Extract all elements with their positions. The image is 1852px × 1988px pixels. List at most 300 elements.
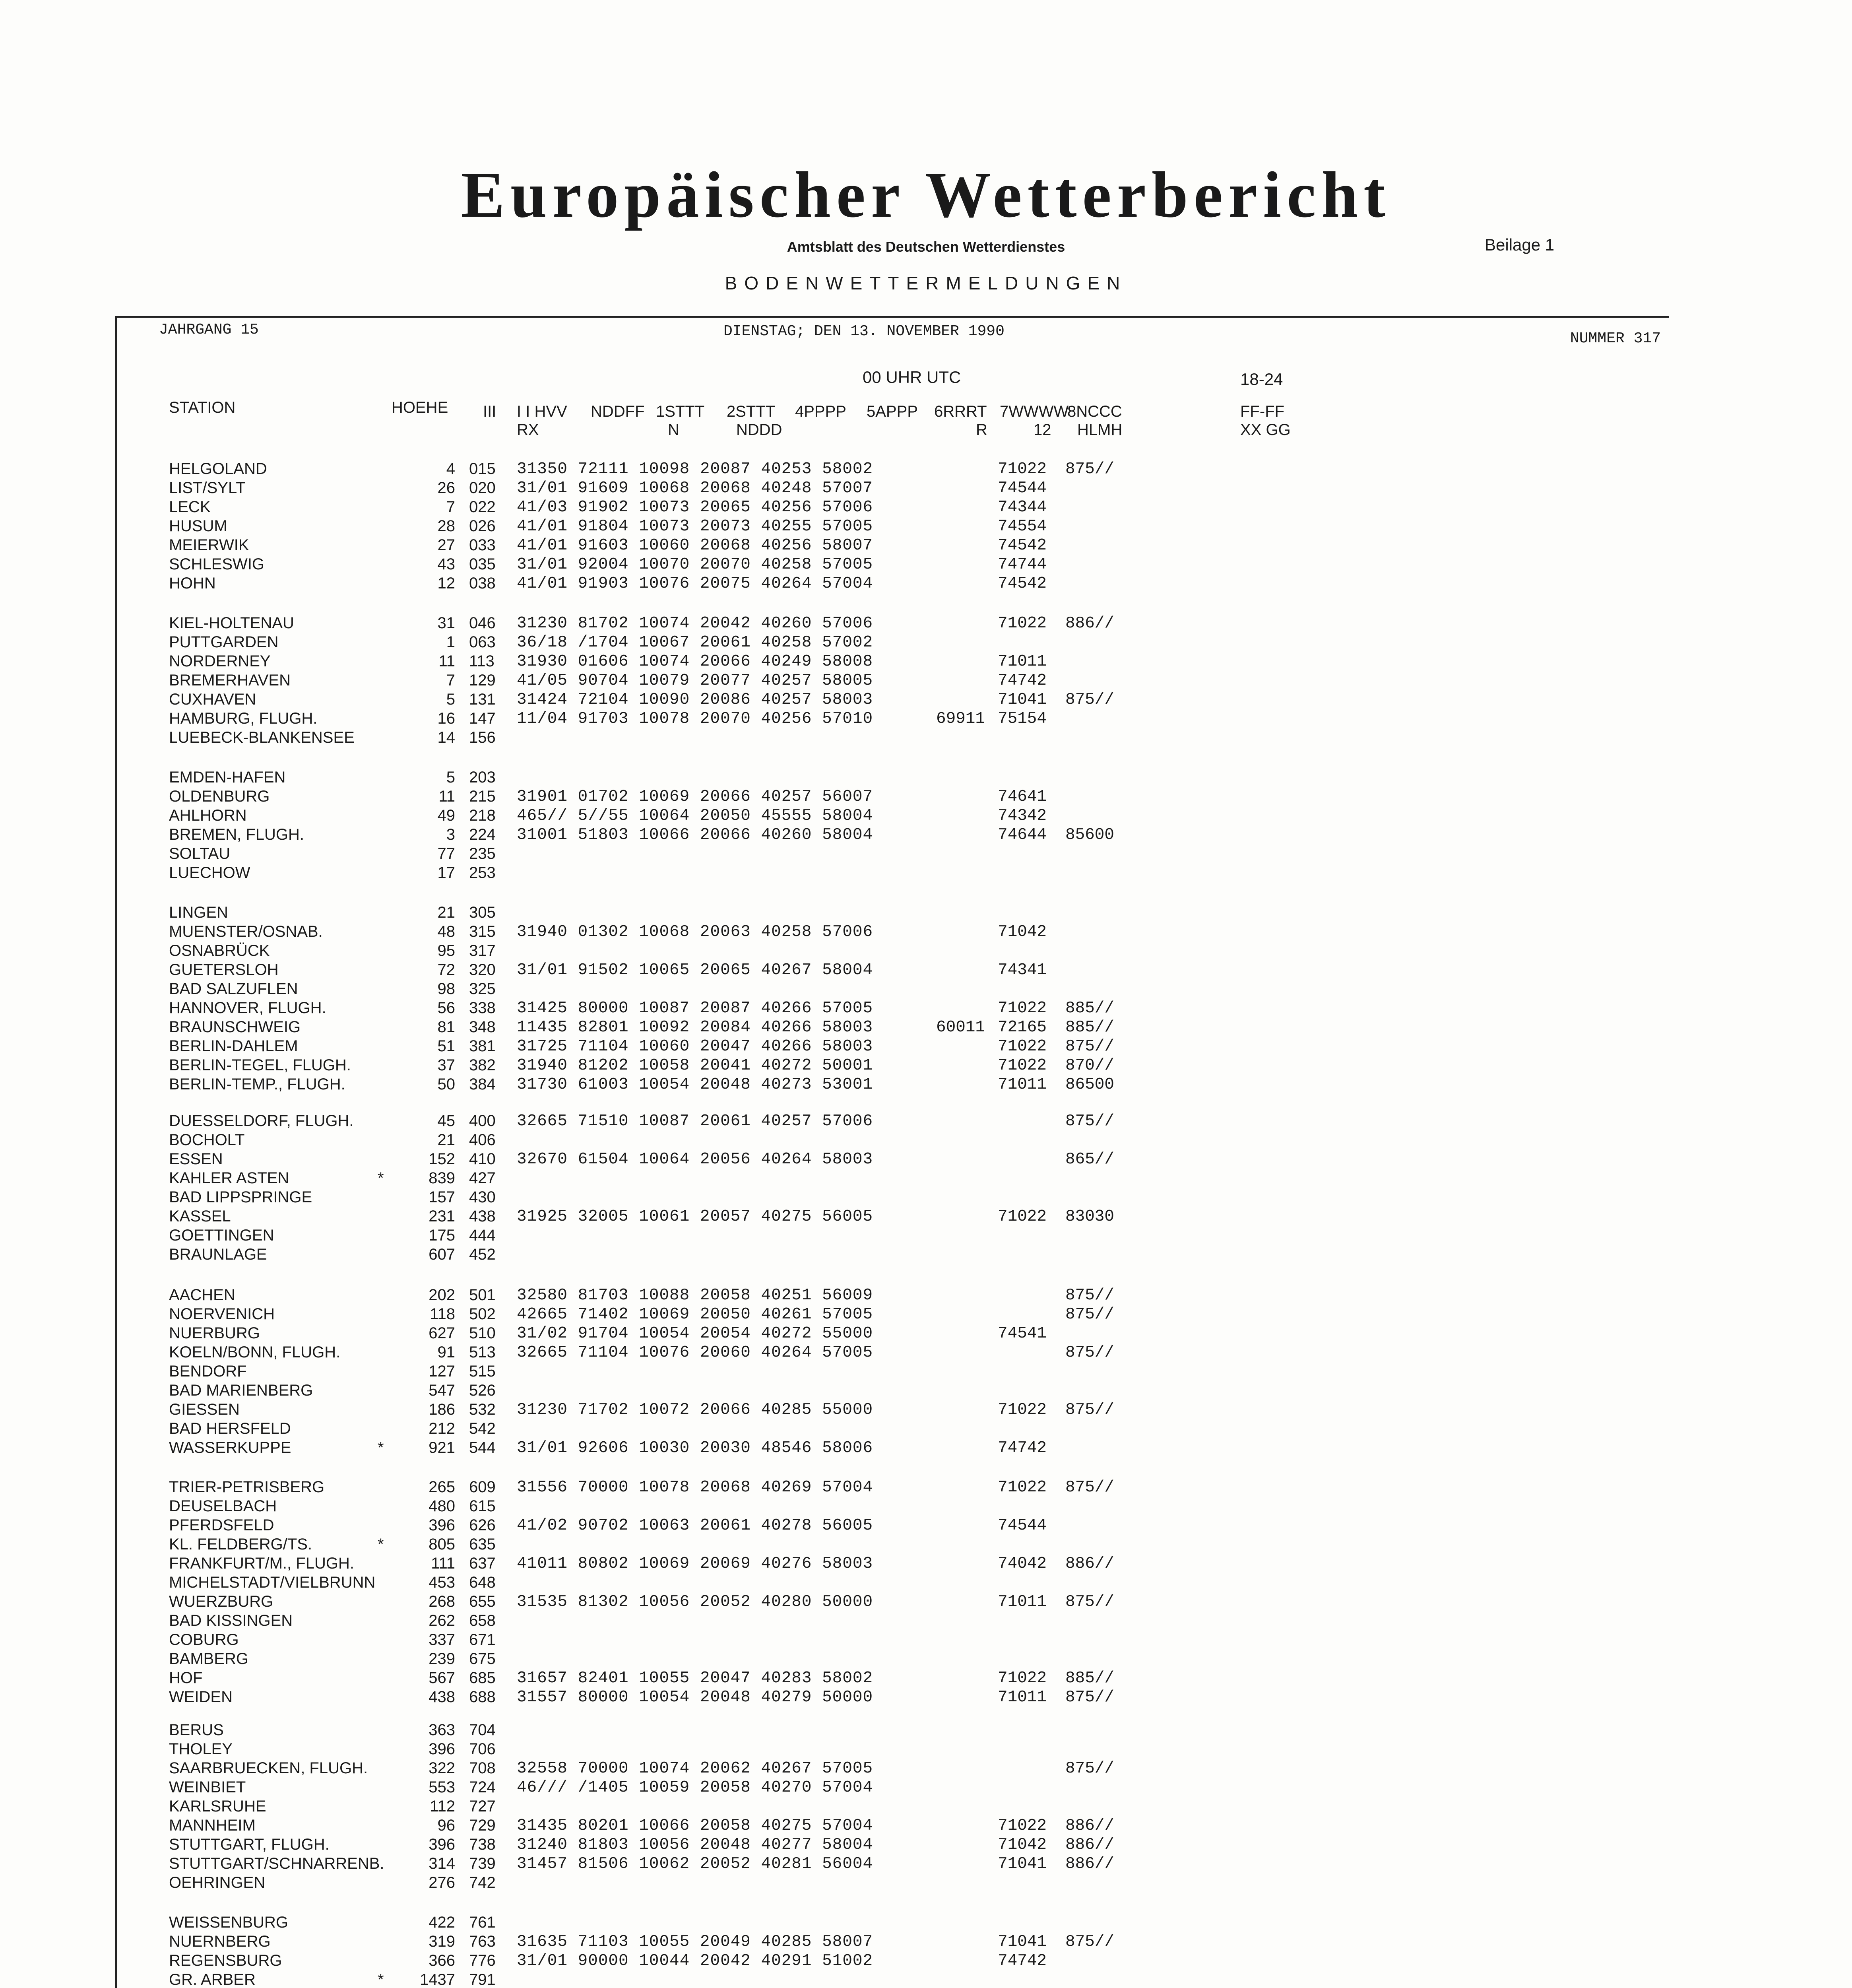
cell-iii: 502 [469,1305,496,1323]
cell-g8: 875// [1065,1688,1115,1706]
cell-g8: 875// [1065,1759,1115,1778]
cell-obs: 32670 61504 10064 20056 40264 58003 [517,1150,873,1169]
cell-g7: 75154 [998,710,1047,728]
cell-iii: 738 [469,1836,496,1853]
cell-hoehe: 921 [429,1439,455,1456]
cell-iii: 046 [469,614,496,632]
cell-name: HOF [169,1669,203,1687]
cell-hoehe: 50 [437,1076,455,1093]
cell-name: MEIERWIK [169,536,249,554]
cell-iii: 526 [469,1382,496,1399]
cell-name: LUEBECK-BLANKENSEE [169,729,355,746]
cell-hoehe: 37 [437,1056,455,1074]
cell-hoehe: 77 [437,845,455,862]
report-title: Europäischer Wetterbericht [461,158,1391,231]
cell-g7: 71022 [998,1208,1047,1226]
col-c8b: 12 [1034,421,1051,439]
utc-label: 00 UHR UTC [863,368,961,386]
issue-number: NUMMER 317 [1570,330,1661,347]
cell-hoehe: 262 [429,1612,455,1629]
cell-name: ESSEN [169,1150,223,1168]
cell-iii: 438 [469,1208,496,1225]
cell-obs: 41/02 90702 10063 20061 40278 56005 [517,1516,873,1535]
cell-iii: 724 [469,1778,496,1796]
cell-iii: 648 [469,1574,496,1591]
cell-name: MICHELSTADT/VIELBRUNN [169,1574,376,1591]
col-c5: 4PPPP [795,403,846,420]
cell-name: OSNABRÜCK [169,942,270,959]
cell-g8: 85600 [1065,826,1115,844]
cell-name: PUTTGARDEN [169,633,279,651]
cell-hoehe: 265 [429,1478,455,1496]
cell-hoehe: 453 [429,1574,455,1591]
cell-obs: 42665 71402 10069 20050 40261 57005 [517,1305,873,1324]
cell-g7: 71022 [998,1037,1047,1056]
cell-g8: 886// [1065,1855,1115,1873]
cell-iii: 742 [469,1874,496,1891]
cell-g7: 71011 [998,1688,1047,1706]
cell-name: HANNOVER, FLUGH. [169,999,326,1017]
cell-name: BERLIN-DAHLEM [169,1037,298,1055]
cell-name: WASSERKUPPE [169,1439,291,1456]
cell-iii: 338 [469,999,496,1017]
col-c1a: I I HVV [517,403,567,420]
cell-g8: 865// [1065,1150,1115,1169]
cell-obs: 41/01 91804 10073 20073 40255 57005 [517,517,873,536]
cell-obs: 31/01 92606 10030 20030 48546 58006 [517,1439,873,1457]
cell-iii: 406 [469,1131,496,1149]
cell-iii: 020 [469,479,496,497]
cell-iii: 382 [469,1056,496,1074]
cell-hoehe: 7 [446,498,455,516]
cell-name: SAARBRUECKEN, FLUGH. [169,1759,368,1777]
cell-name: BAD MARIENBERG [169,1382,313,1399]
cell-g8: 886// [1065,614,1115,633]
cell-hoehe: 11 [438,788,455,805]
cell-name: KL. FELDBERG/TS. [169,1536,312,1553]
cell-obs: 31435 80201 10066 20058 40275 57004 [517,1817,873,1835]
cell-name: PFERDSFELD [169,1516,274,1534]
cell-name: BERLIN-TEMP., FLUGH. [169,1076,345,1093]
cell-g7: 74042 [998,1555,1047,1573]
cell-g7: 71042 [998,923,1047,941]
period-label: 18-24 [1240,370,1283,388]
cell-obs: 31657 82401 10055 20047 40283 58002 [517,1669,873,1687]
cell-g8: 83030 [1065,1208,1115,1226]
cell-hoehe: 5 [446,769,455,786]
cell-iii: 218 [469,807,496,824]
cell-obs: 31901 01702 10069 20066 40257 56007 [517,788,873,806]
cell-name: BOCHOLT [169,1131,245,1149]
cell-name: GIESSEN [169,1401,240,1418]
cell-name: WUERZBURG [169,1593,273,1610]
cell-g8: 86500 [1065,1076,1115,1094]
cell-obs: 31730 61003 10054 20048 40273 53001 [517,1076,873,1094]
cell-name: BAD LIPPSPRINGE [169,1188,312,1206]
col-c7b: R [976,421,987,439]
cell-g8: 875// [1065,1343,1115,1362]
cell-name: BERLIN-TEGEL, FLUGH. [169,1056,351,1074]
cell-hoehe: 337 [429,1631,455,1648]
cell-iii: 706 [469,1740,496,1758]
section-title: BODENWETTERMELDUNGEN [725,273,1127,293]
cell-obs: 41/03 91902 10073 20065 40256 57006 [517,498,873,516]
cell-iii: 609 [469,1478,496,1496]
col-c8a: 7WWWW [1000,403,1069,420]
cell-obs: 31535 81302 10056 20052 40280 50000 [517,1593,873,1611]
cell-hoehe: 16 [437,710,455,727]
cell-hoehe: 91 [437,1343,455,1361]
cell-star: * [378,1536,384,1553]
cell-iii: 035 [469,555,496,573]
cell-name: NOERVENICH [169,1305,275,1323]
cell-obs: 32580 81703 10088 20058 40251 56009 [517,1286,873,1305]
cell-hoehe: 1437 [420,1971,455,1988]
cell-name: GR. ARBER [169,1971,256,1988]
cell-hoehe: 212 [429,1420,455,1437]
cell-iii: 026 [469,517,496,535]
cell-name: WEISSENBURG [169,1914,289,1931]
cell-g8: 875// [1065,460,1115,478]
cell-g8: 875// [1065,1112,1115,1130]
cell-hoehe: 112 [430,1798,455,1815]
cell-hoehe: 95 [437,942,455,959]
cell-iii: 791 [469,1971,496,1988]
cell-iii: 776 [469,1952,496,1969]
cell-g7: 71022 [998,1817,1047,1835]
cell-name: KARLSRUHE [169,1798,266,1815]
cell-g7: 71022 [998,1669,1047,1687]
col-c3b: N [668,421,679,439]
cell-name: THOLEY [169,1740,233,1758]
cell-name: BAD SALZUFLEN [169,980,298,998]
cell-hoehe: 396 [429,1516,455,1534]
cell-iii: 235 [469,845,496,862]
cell-iii: 038 [469,575,496,592]
cell-iii: 452 [469,1246,496,1263]
cell-obs: 31424 72104 10090 20086 40257 58003 [517,691,873,709]
cell-iii: 542 [469,1420,496,1437]
cell-name: KASSEL [169,1208,231,1225]
cell-g7: 71022 [998,1401,1047,1419]
cell-name: OEHRINGEN [169,1874,266,1891]
cell-g7: 74744 [998,555,1047,574]
cell-hoehe: 111 [431,1555,455,1572]
table-frame [115,316,1669,1988]
cell-name: LINGEN [169,904,228,921]
cell-hoehe: 49 [437,807,455,824]
cell-name: BRAUNSCHWEIG [169,1018,301,1036]
cell-iii: 348 [469,1018,496,1036]
cell-obs: 31/01 90000 10044 20042 40291 51002 [517,1952,873,1970]
cell-hoehe: 805 [429,1536,455,1553]
cell-name: NUERBURG [169,1324,260,1342]
cell-obs: 31556 70000 10078 20068 40269 57004 [517,1478,873,1497]
cell-iii: 315 [469,923,496,940]
cell-name: HOHN [169,575,216,592]
cell-g7: 74641 [998,788,1047,806]
cell-obs: 31557 80000 10054 20048 40279 50000 [517,1688,873,1706]
cell-name: LECK [169,498,211,516]
cell-hoehe: 12 [437,575,455,592]
cell-hoehe: 607 [429,1246,455,1263]
cell-iii: 444 [469,1227,496,1244]
cell-name: NUERNBERG [169,1933,271,1950]
cell-obs: 11/04 91703 10078 20070 40256 57010 [517,710,873,728]
cell-hoehe: 239 [429,1650,455,1668]
beilage-label: Beilage 1 [1485,235,1555,254]
cell-name: HAMBURG, FLUGH. [169,710,318,727]
cell-name: NORDERNEY [169,652,271,670]
cell-name: BAD HERSFELD [169,1420,291,1437]
cell-hoehe: 152 [429,1150,455,1168]
cell-iii: 215 [469,788,496,805]
cell-g8: 870// [1065,1056,1115,1075]
cell-obs: 41/01 91903 10076 20075 40264 57004 [517,575,873,593]
col-c4b: NDDD [736,421,782,439]
cell-name: BENDORF [169,1363,247,1380]
cell-iii: 729 [469,1817,496,1834]
cell-g8: 875// [1065,1037,1115,1056]
cell-obs: 31930 01606 10074 20066 40249 58008 [517,652,873,671]
cell-iii: 671 [469,1631,496,1648]
cell-obs: 31230 71702 10072 20066 40285 55000 [517,1401,873,1419]
cell-name: SOLTAU [169,845,231,862]
cell-g7: 74742 [998,1439,1047,1457]
cell-g8: 885// [1065,1018,1115,1037]
cell-hoehe: 21 [437,1131,455,1149]
cell-g7: 72165 [998,1018,1047,1037]
cell-iii: 129 [469,672,496,689]
cell-iii: 427 [469,1169,496,1187]
cell-g8: 886// [1065,1555,1115,1573]
cell-hoehe: 43 [437,555,455,573]
cell-hoehe: 81 [437,1018,455,1036]
cell-iii: 761 [469,1914,496,1931]
cell-hoehe: 5 [446,691,455,708]
cell-obs: 41/01 91603 10060 20068 40256 58007 [517,536,873,555]
cell-hoehe: 96 [437,1817,455,1834]
cell-iii: 532 [469,1401,496,1418]
col-hoehe: HOEHE [392,399,448,416]
cell-name: BREMERHAVEN [169,672,291,689]
cell-g8: 875// [1065,1305,1115,1324]
cell-hoehe: 98 [437,980,455,998]
cell-obs: 31425 80000 10087 20087 40266 57005 [517,999,873,1017]
cell-hoehe: 26 [437,479,455,497]
cell-iii: 658 [469,1612,496,1629]
col-c10a: FF-FF [1240,403,1285,420]
cell-g7: 71041 [998,1933,1047,1951]
cell-g7: 74341 [998,961,1047,979]
cell-iii: 739 [469,1855,496,1872]
report-subtitle: Amtsblatt des Deutschen Wetterdienstes [787,239,1065,255]
cell-g7: 71022 [998,999,1047,1017]
col-c1b: RX [517,421,539,439]
cell-name: LUECHOW [169,864,250,881]
cell-obs: 31725 71104 10060 20047 40266 58003 [517,1037,873,1056]
cell-iii: 033 [469,536,496,554]
cell-obs: 31925 32005 10061 20057 40275 56005 [517,1208,873,1226]
cell-g7: 71022 [998,1056,1047,1075]
cell-name: KIEL-HOLTENAU [169,614,294,632]
cell-g7: 74544 [998,1516,1047,1535]
col-c2: NDDFF [591,403,645,420]
cell-iii: 203 [469,769,496,786]
cell-obs: 36/18 /1704 10067 20061 40258 57002 [517,633,873,652]
cell-iii: 637 [469,1555,496,1572]
cell-name: GUETERSLOH [169,961,279,978]
cell-g7: 71011 [998,652,1047,671]
cell-name: HUSUM [169,517,227,535]
cell-hoehe: 21 [437,904,455,921]
cell-hoehe: 51 [437,1037,455,1055]
cell-g7: 74344 [998,498,1047,516]
cell-hoehe: 56 [437,999,455,1017]
cell-obs: 31001 51803 10066 20066 40260 58004 [517,826,873,844]
cell-name: AACHEN [169,1286,235,1304]
cell-hoehe: 366 [429,1952,455,1969]
cell-iii: 513 [469,1343,496,1361]
col-station: STATION [169,399,236,416]
cell-hoehe: 422 [429,1914,455,1931]
cell-name: STUTTGART/SCHNARRENB. [169,1855,384,1872]
cell-g8: 875// [1065,1286,1115,1305]
col-c7a: 6RRRT [934,403,987,420]
cell-g8: 875// [1065,691,1115,709]
cell-g7: 74342 [998,807,1047,825]
cell-iii: 510 [469,1324,496,1342]
cell-g7: 74542 [998,536,1047,555]
cell-iii: 063 [469,633,496,651]
cell-iii: 015 [469,460,496,478]
cell-name: OLDENBURG [169,788,270,805]
cell-hoehe: 363 [429,1721,455,1739]
cell-iii: 384 [469,1076,496,1093]
cell-name: BRAUNLAGE [169,1246,267,1263]
cell-hoehe: 72 [437,961,455,978]
cell-obs: 11435 82801 10092 20084 40266 58003 [517,1018,873,1037]
cell-iii: 688 [469,1688,496,1706]
cell-hoehe: 186 [429,1401,455,1418]
cell-g7: 74541 [998,1324,1047,1343]
cell-iii: 708 [469,1759,496,1777]
cell-hoehe: 567 [429,1669,455,1687]
cell-g7: 71041 [998,691,1047,709]
cell-hoehe: 127 [429,1363,455,1380]
cell-hoehe: 175 [429,1227,455,1244]
cell-g7: 71022 [998,1478,1047,1497]
cell-iii: 410 [469,1150,496,1168]
cell-hoehe: 547 [429,1382,455,1399]
cell-hoehe: 276 [429,1874,455,1891]
jahrgang-label: JAHRGANG 15 [159,321,259,338]
cell-hoehe: 48 [437,923,455,940]
cell-g8: 885// [1065,1669,1115,1687]
cell-name: HELGOLAND [169,460,267,478]
cell-name: WEINBIET [169,1778,246,1796]
cell-name: BAMBERG [169,1650,249,1668]
cell-hoehe: 4 [446,460,455,478]
cell-iii: 515 [469,1363,496,1380]
cell-obs: 41/05 90704 10079 20077 40257 58005 [517,672,873,690]
col-c6: 5APPP [867,403,918,420]
cell-name: GOETTINGEN [169,1227,274,1244]
cell-name: LIST/SYLT [169,479,246,497]
cell-g7: 74554 [998,517,1047,536]
cell-hoehe: 118 [430,1305,455,1323]
cell-name: BREMEN, FLUGH. [169,826,304,843]
cell-obs: 32558 70000 10074 20062 40267 57005 [517,1759,873,1778]
cell-hoehe: 839 [429,1169,455,1187]
cell-star: * [378,1439,384,1456]
cell-hoehe: 396 [429,1740,455,1758]
cell-obs: 31940 81202 10058 20041 40272 50001 [517,1056,873,1075]
cell-name: STUTTGART, FLUGH. [169,1836,330,1853]
cell-name: FRANKFURT/M., FLUGH. [169,1555,354,1572]
cell-g8: 886// [1065,1817,1115,1835]
cell-hoehe: 11 [438,652,455,670]
cell-hoehe: 480 [429,1497,455,1515]
cell-obs: 41011 80802 10069 20069 40276 58003 [517,1555,873,1573]
cell-name: MUENSTER/OSNAB. [169,923,323,940]
cell-hoehe: 3 [446,826,455,843]
cell-iii: 113 [469,652,495,670]
cell-obs: 32665 71510 10087 20061 40257 57006 [517,1112,873,1130]
cell-hoehe: 322 [429,1759,455,1777]
cell-g7: 71041 [998,1855,1047,1873]
cell-iii: 727 [469,1798,496,1815]
cell-iii: 317 [469,942,496,959]
cell-name: BAD KISSINGEN [169,1612,293,1629]
cell-name: KAHLER ASTEN [169,1169,289,1187]
cell-name: KOELN/BONN, FLUGH. [169,1343,341,1361]
cell-g8: 875// [1065,1401,1115,1419]
cell-hoehe: 28 [437,517,455,535]
cell-star: * [378,1169,384,1187]
cell-g7: 71022 [998,460,1047,478]
col-c9a: 8NCCC [1067,403,1122,420]
cell-name: BERUS [169,1721,224,1739]
cell-hoehe: 45 [437,1112,455,1130]
cell-hoehe: 7 [446,672,455,689]
cell-name: AHLHORN [169,807,247,824]
cell-hoehe: 319 [429,1933,455,1950]
cell-g7: 74542 [998,575,1047,593]
cell-name: CUXHAVEN [169,691,256,708]
cell-g8: 875// [1065,1933,1115,1951]
col-c10b: XX GG [1240,421,1291,439]
col-iii: III [483,403,496,420]
cell-g7: 71022 [998,614,1047,633]
cell-iii: 501 [469,1286,496,1304]
cell-obs: 31350 72111 10098 20087 40253 58002 [517,460,873,478]
cell-obs: 31635 71103 10055 20049 40285 58007 [517,1933,873,1951]
cell-hoehe: 553 [429,1778,455,1796]
cell-iii: 305 [469,904,496,921]
cell-hoehe: 17 [437,864,455,881]
cell-name: WEIDEN [169,1688,233,1706]
cell-iii: 147 [469,710,496,727]
cell-hoehe: 627 [429,1324,455,1342]
cell-iii: 131 [469,691,496,708]
cell-g8: 886// [1065,1836,1115,1854]
cell-hoehe: 27 [437,536,455,554]
cell-g7: 71042 [998,1836,1047,1854]
cell-name: EMDEN-HAFEN [169,769,286,786]
cell-iii: 022 [469,498,496,516]
cell-obs: 31940 01302 10068 20063 40258 57006 [517,923,873,941]
